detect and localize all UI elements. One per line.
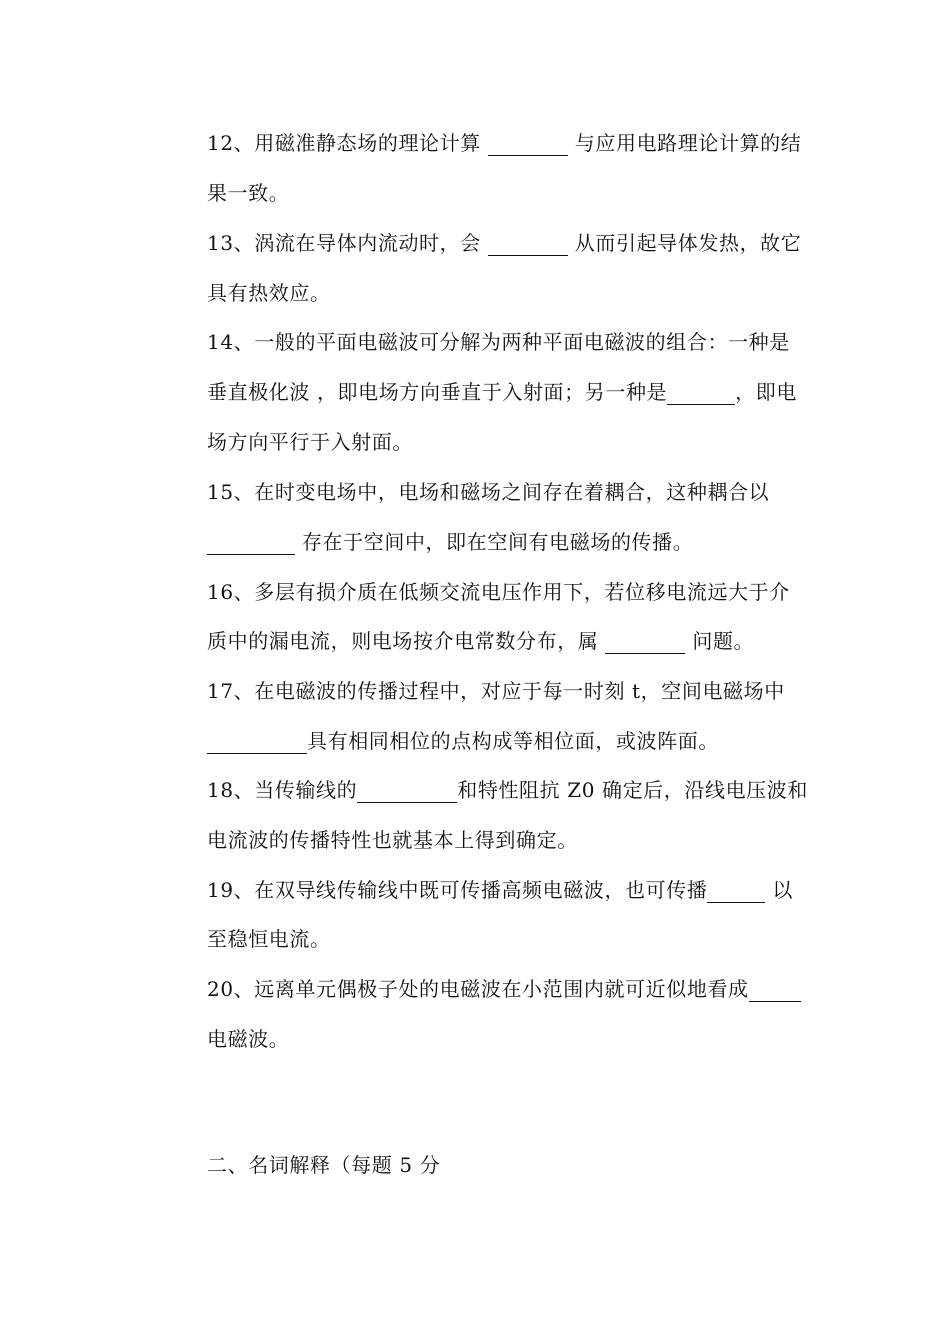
answer-blank [207, 534, 295, 555]
question-16-line-1: 16、多层有损介质在低频交流电压作用下，若位移电流远大于介 [207, 580, 790, 604]
question-17-line-1: 17、在电磁波的传播过程中，对应于每一时刻 t，空间电磁场中 [207, 679, 785, 703]
question-12-line-2: 果一致。 [207, 181, 290, 205]
answer-blank [667, 384, 735, 405]
question-15-line-2: 存在于空间中，即在空间有电磁场的传播。 [207, 525, 693, 559]
question-16-line-2: 质中的漏电流，则电场按介电常数分布，属 问题。 [207, 629, 755, 653]
question-17-line-2: 具有相同相位的点构成等相位面，或波阵面。 [207, 724, 719, 758]
question-19-line-2: 至稳恒电流。 [207, 927, 331, 951]
question-13-line-2: 具有热效应。 [207, 281, 331, 305]
question-18-line-2: 电流波的传播特性也就基本上得到确定。 [207, 828, 578, 852]
question-20-line-1: 20、远离单元偶极子处的电磁波在小范围内就可近似地看成 [207, 972, 801, 1006]
question-14-line-3: 场方向平行于入射面。 [207, 430, 413, 454]
question-15-line-1: 15、在时变电场中，电场和磁场之间存在着耦合，这种耦合以 [207, 480, 770, 504]
answer-blank [207, 733, 307, 754]
question-12-line-1: 12、用磁准静态场的理论计算 与应用电路理论计算的结 [207, 131, 802, 155]
question-14-line-1: 14、一般的平面电磁波可分解为两种平面电磁波的组合：一种是 [207, 330, 790, 354]
answer-blank [488, 135, 568, 156]
answer-blank [749, 981, 801, 1002]
section-heading: 二、名词解释（每题 5 分 [207, 1153, 441, 1177]
question-19-line-1: 19、在双导线传输线中既可传播高频电磁波，也可传播 以 [207, 878, 794, 902]
answer-blank [707, 882, 765, 903]
question-13-line-1: 13、涡流在导体内流动时，会 从而引起导体发热，故它 [207, 231, 802, 255]
question-20-line-2: 电磁波。 [207, 1027, 290, 1051]
question-18-line-1: 18、当传输线的 和特性阻抗 Z0 确定后，沿线电压波和 [207, 778, 808, 802]
answer-blank [605, 633, 685, 654]
answer-blank [357, 782, 457, 803]
question-14-line-2: 垂直极化波 ，即电场方向垂直于入射面；另一种是 ，即电 [207, 380, 797, 404]
answer-blank [488, 235, 568, 256]
